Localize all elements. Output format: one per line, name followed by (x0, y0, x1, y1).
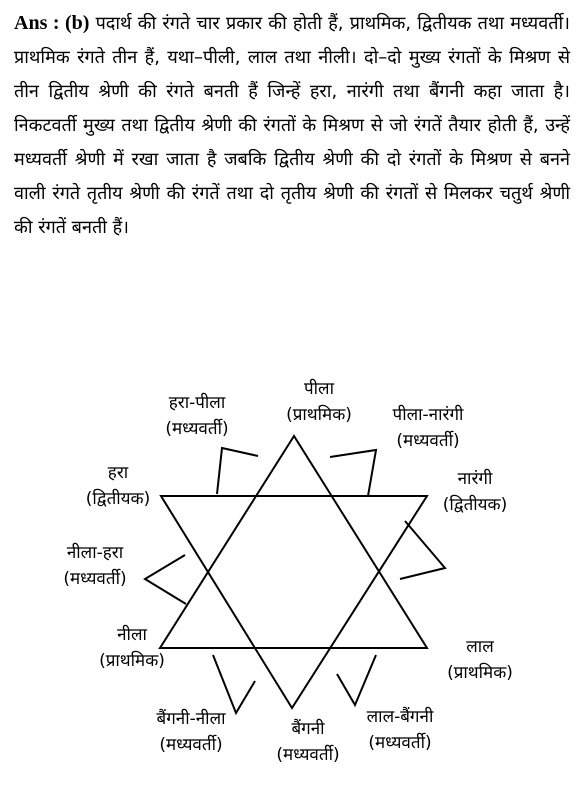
label-baigani-nila (130, 706, 252, 758)
petal-bottom-right (337, 655, 376, 705)
label-nila-name: नीला (117, 625, 147, 645)
label-hara (62, 460, 174, 512)
label-baigani-name: बैंगनी (291, 719, 325, 739)
answer-paragraph (14, 6, 570, 245)
petal-top-left (217, 448, 258, 494)
label-pila-name: पीला (304, 379, 334, 399)
label-hara-name: हरा (107, 463, 129, 483)
label-hara-pila-name: हरा-पीला (168, 393, 226, 413)
label-pila-narangi-type: (मध्यवर्ती) (396, 431, 460, 451)
upward-triangle (160, 436, 427, 648)
label-pila-narangi (372, 402, 484, 454)
label-baigani-type: (मध्यवर्ती) (276, 745, 340, 765)
petal-left (145, 555, 186, 604)
label-lal-type: (प्राथमिक) (447, 663, 513, 683)
answer-text: पदार्थ की रंगते चार प्रकार की होती हैं, प्राथमिक, द्वितीयक तथा मध्यवर्ती। प्राथमिक रंगते तीन हैं, यथा–पीली, लाल तथा नीली। दो–दो मुख्य रंगतों के मिश्रण से तीन द्वितीय श्रेणी की रंगते बनती हैं जिन्हें हरा, नारंगी तथा बैंगनी कहा जाता है। निकटवर्ती मुख्य तथा द्वितीय श्रेणी की रंगतों के मिश्रण से जो रंगतें तैयार होती हैं, उन्हें मध्यवर्ती श्रेणी में रखा जाता है जबकि द्वितीय श्रेणी की दो रंगतों के मिश्रण से बनने वाली रंगते तृतीय श्रेणी की रंगतें तथा दो तृतीय श्रेणी की रंगतों से मिलकर चतुर्थ श्रेणी की रंगतें बनती हैं। (14, 13, 570, 238)
label-lal-name: लाल (466, 637, 494, 657)
label-baigani-nila-type: (मध्यवर्ती) (159, 735, 223, 755)
label-narangi-name: नारंगी (457, 469, 493, 489)
color-wheel-diagram (0, 372, 582, 800)
label-lal (428, 634, 532, 686)
label-nila-hara-type: (मध्यवर्ती) (63, 569, 127, 589)
label-nila-hara-name: नीला-हरा (66, 543, 124, 563)
label-nila-type: (प्राथमिक) (99, 651, 165, 671)
label-hara-pila-type: (मध्यवर्ती) (165, 419, 229, 439)
label-pila-type: (प्राथमिक) (286, 405, 352, 425)
label-hara-type: (द्वितीयक) (85, 489, 151, 509)
answer-prefix: Ans : (b) (14, 12, 90, 34)
petal-right (400, 521, 445, 579)
label-baigani (255, 716, 361, 768)
label-narangi-type: (द्वितीयक) (442, 495, 508, 515)
petal-top-right (330, 450, 376, 496)
label-baigani-nila-name: बैंगनी-नीला (156, 709, 226, 729)
label-nila (82, 622, 182, 674)
label-lal-baigani-name: लाल-बैंगनी (366, 707, 434, 727)
label-pila (267, 376, 371, 428)
label-pila-narangi-name: पीला-नारंगी (392, 405, 464, 425)
petal-bottom-left (213, 655, 255, 713)
label-nila-hara (42, 540, 148, 592)
label-narangi (424, 466, 526, 518)
label-lal-baigani-type: (मध्यवर्ती) (368, 733, 432, 753)
downward-triangle (161, 496, 427, 708)
label-hara-pila (144, 390, 250, 442)
